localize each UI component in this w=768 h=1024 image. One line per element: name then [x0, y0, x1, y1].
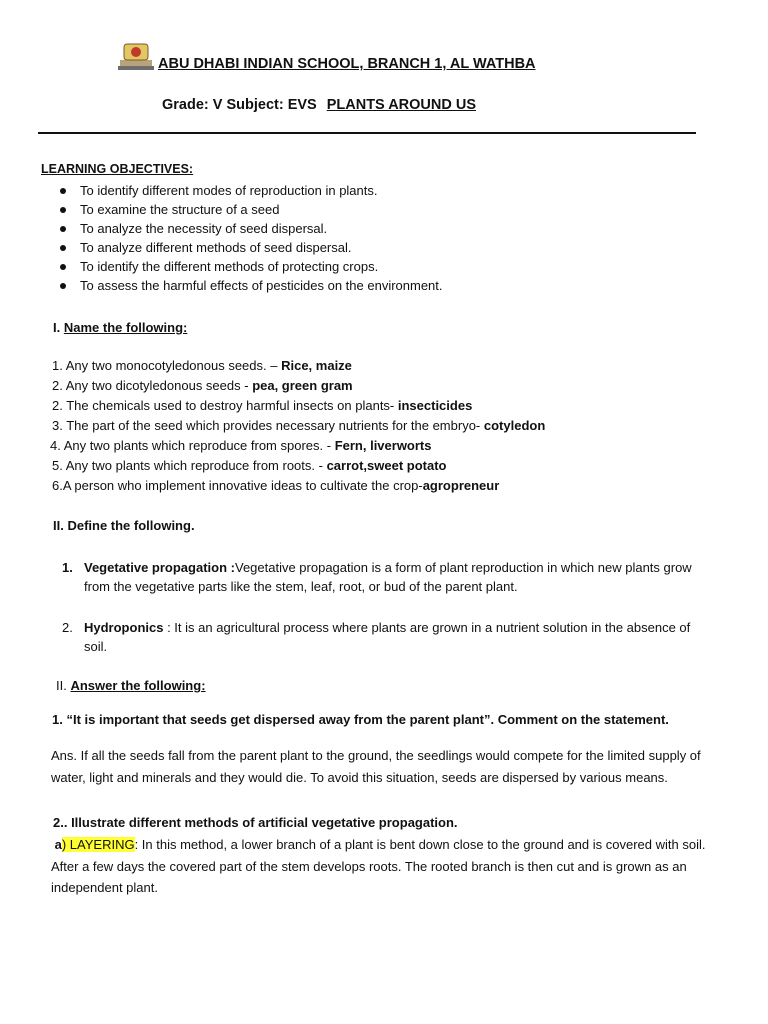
topic-title: PLANTS AROUND US: [326, 97, 477, 113]
bullet-icon: [60, 264, 66, 270]
name-item: 6.A person who implement innovative ideas to cultivate the crop-agropreneur: [52, 478, 500, 493]
bullet-icon: [60, 226, 66, 232]
definition-text: Vegetative propagation is a form of plant reproduction in which new plants grow from the vegetative parts like the stem, leaf, root, or bud of the parent plant.: [84, 560, 692, 594]
answer-2: a) LAYERING: In this method, a lower branch of a plant is bent down close to the ground and is covered with soil. After a few days the covered part of the stem develops roots. The rooted branch is then cut and is grown as an independent plant.: [51, 837, 706, 895]
grade-subject-line: [162, 97, 476, 113]
definition-item: 1. Vegetative propagation :Vegetative propagation is a form of plant reproduction in which new plants grow from the vegetative parts like the stem, leaf, root, or bud of the parent plant.: [62, 560, 692, 594]
bullet-icon: [60, 207, 66, 213]
school-logo-icon: [118, 40, 154, 72]
definition-term: Hydroponics: [84, 620, 164, 635]
definition-text: : It is an agricultural process where plants are grown in a nutrient solution in the absence of soil.: [84, 620, 691, 654]
header-divider: [38, 132, 696, 134]
name-item: 1. Any two monocotyledonous seeds. – Rice, maize: [52, 358, 352, 373]
school-name: ABU DHABI INDIAN SCHOOL, BRANCH 1, AL WATHBA: [158, 56, 536, 72]
bullet-icon: [60, 283, 66, 289]
name-item: 4. Any two plants which reproduce from spores. - Fern, liverworts: [50, 438, 432, 453]
definition-term: Vegetative propagation :: [84, 560, 235, 575]
question-1: 1. “It is important that seeds get dispersed away from the parent plant”. Comment on the statement.: [52, 712, 669, 727]
bullet-icon: [60, 245, 66, 251]
definition-item: 2. Hydroponics : It is an agricultural process where plants are grown in a nutrient solution in the absence of soil.: [62, 620, 691, 654]
answer-1: Ans. If all the seeds fall from the parent plant to the ground, the seedlings would compete for the limited supply of water, light and minerals and they would die. To avoid this situation, seeds are dispersed by various means.: [51, 748, 701, 785]
learning-objectives-title: LEARNING OBJECTIVES:: [41, 162, 194, 176]
objective-item: To analyze different methods of seed dispersal.: [60, 240, 351, 255]
section-define-title: II. Define the following.: [53, 518, 195, 533]
name-item: 2. Any two dicotyledonous seeds - pea, green gram: [52, 378, 353, 393]
objective-item: To identify the different methods of protecting crops.: [60, 259, 378, 274]
bullet-icon: [60, 188, 66, 194]
objective-item: To analyze the necessity of seed dispersal.: [60, 221, 327, 236]
question-2: 2.. Illustrate different methods of artificial vegetative propagation.: [53, 815, 458, 830]
name-item: 3. The part of the seed which provides necessary nutrients for the embryo- cotyledon: [52, 418, 546, 433]
section-name-following-title: I. Name the following:: [53, 320, 188, 335]
objective-item: To assess the harmful effects of pesticides on the environment.: [60, 278, 443, 293]
objective-item: To identify different modes of reproduction in plants.: [60, 183, 378, 198]
name-item: 5. Any two plants which reproduce from roots. - carrot,sweet potato: [52, 458, 447, 473]
objective-item: To examine the structure of a seed: [60, 202, 279, 217]
grade-subject: Grade: V Subject: EVS: [162, 97, 317, 113]
section-answer-title: II. Answer the following:: [56, 678, 206, 693]
layering-highlight: ) LAYERING: [61, 837, 135, 852]
name-item: 2. The chemicals used to destroy harmful insects on plants- insecticides: [52, 398, 473, 413]
